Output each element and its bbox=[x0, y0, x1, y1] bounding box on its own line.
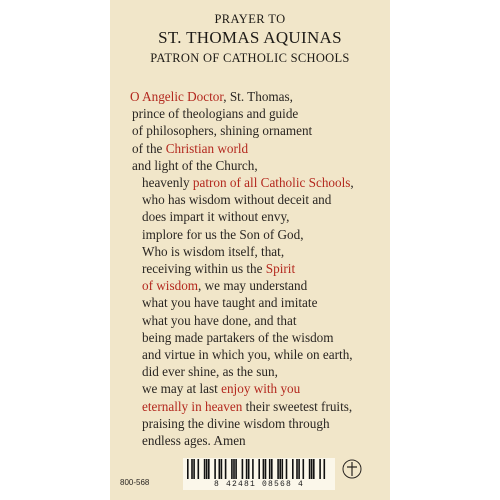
highlight-phrase: O Angelic Doctor bbox=[130, 89, 224, 104]
prayer-line bbox=[142, 174, 354, 192]
prayer-line bbox=[142, 363, 278, 381]
barcode bbox=[183, 458, 335, 490]
prayer-phrase: of philosophers, shining ornament bbox=[132, 123, 313, 139]
prayer-line bbox=[142, 243, 284, 261]
prayer-line bbox=[142, 294, 317, 312]
prayer-phrase: receiving within us the bbox=[142, 261, 266, 276]
prayer-line bbox=[142, 277, 307, 295]
prayer-phrase: prince of theologians and guide bbox=[132, 106, 299, 122]
prayer-card bbox=[110, 0, 390, 500]
prayer-phrase: Who is wisdom itself, that, bbox=[142, 243, 285, 259]
prayer-phrase: heavenly bbox=[142, 175, 193, 190]
prayer-line bbox=[142, 380, 300, 398]
prayer-phrase: , St. Thomas, bbox=[223, 89, 293, 104]
prayer-phrase: being made partakers of the wisdom bbox=[142, 329, 334, 345]
prayer-phrase: their sweetest fruits, bbox=[242, 398, 353, 414]
prayer-phrase: , bbox=[350, 175, 354, 190]
prayer-phrase: and light of the Church, bbox=[132, 157, 258, 173]
prayer-line bbox=[142, 398, 352, 416]
prayer-phrase: did ever shine, as the sun, bbox=[142, 364, 278, 380]
prayer-line bbox=[142, 329, 334, 347]
prayer-line bbox=[142, 415, 330, 433]
prayer-phrase: and virtue in which you, while on earth, bbox=[142, 347, 353, 362]
highlight-phrase: Christian world bbox=[165, 140, 249, 156]
prayer-phrase: does impart it without envy, bbox=[142, 209, 290, 225]
prayer-phrase: praising the divine wisdom through bbox=[142, 415, 330, 431]
title-line-3: PATRON OF CATHOLIC SCHOOLS bbox=[150, 51, 350, 65]
prayer-phrase: what you have done, and that bbox=[142, 312, 297, 328]
barcode-number: 8 42481 08568 4 bbox=[213, 480, 304, 489]
prayer-line bbox=[132, 140, 248, 158]
prayer-phrase: we may at last bbox=[142, 381, 222, 397]
title-line-2: ST. THOMAS AQUINAS bbox=[158, 28, 342, 47]
prayer-phrase: who has wisdom without deceit and bbox=[142, 192, 332, 208]
prayer-line bbox=[132, 105, 298, 123]
highlight-phrase: of wisdom bbox=[142, 278, 199, 294]
prayer-line bbox=[142, 346, 353, 364]
prayer-phrase: , we may understand bbox=[198, 278, 308, 294]
prayer-phrase: of the bbox=[132, 140, 166, 156]
prayer-phrase: endless ages. Amen bbox=[142, 433, 246, 448]
prayer-line bbox=[142, 432, 246, 450]
prayer-line bbox=[142, 191, 331, 209]
barcode-bars bbox=[183, 458, 335, 480]
prayer-line bbox=[142, 260, 295, 278]
product-code: 800-568 bbox=[120, 478, 150, 487]
prayer-line bbox=[132, 157, 258, 175]
title-line-1: PRAYER TO bbox=[214, 12, 286, 26]
prayer-line bbox=[142, 312, 297, 330]
highlight-phrase: enjoy with you bbox=[221, 381, 301, 397]
highlight-phrase: Spirit bbox=[265, 261, 296, 276]
prayer-phrase: implore for us the Son of God, bbox=[142, 226, 304, 242]
highlight-phrase: eternally in heaven bbox=[142, 398, 243, 414]
prayer-line bbox=[142, 226, 304, 244]
prayer-phrase: what you have taught and imitate bbox=[142, 295, 318, 311]
highlight-phrase: patron of all Catholic Schools bbox=[192, 175, 351, 190]
prayer-line bbox=[130, 88, 293, 106]
publisher-logo-icon bbox=[341, 458, 363, 480]
prayer-line bbox=[132, 122, 312, 140]
prayer-line bbox=[142, 208, 289, 226]
